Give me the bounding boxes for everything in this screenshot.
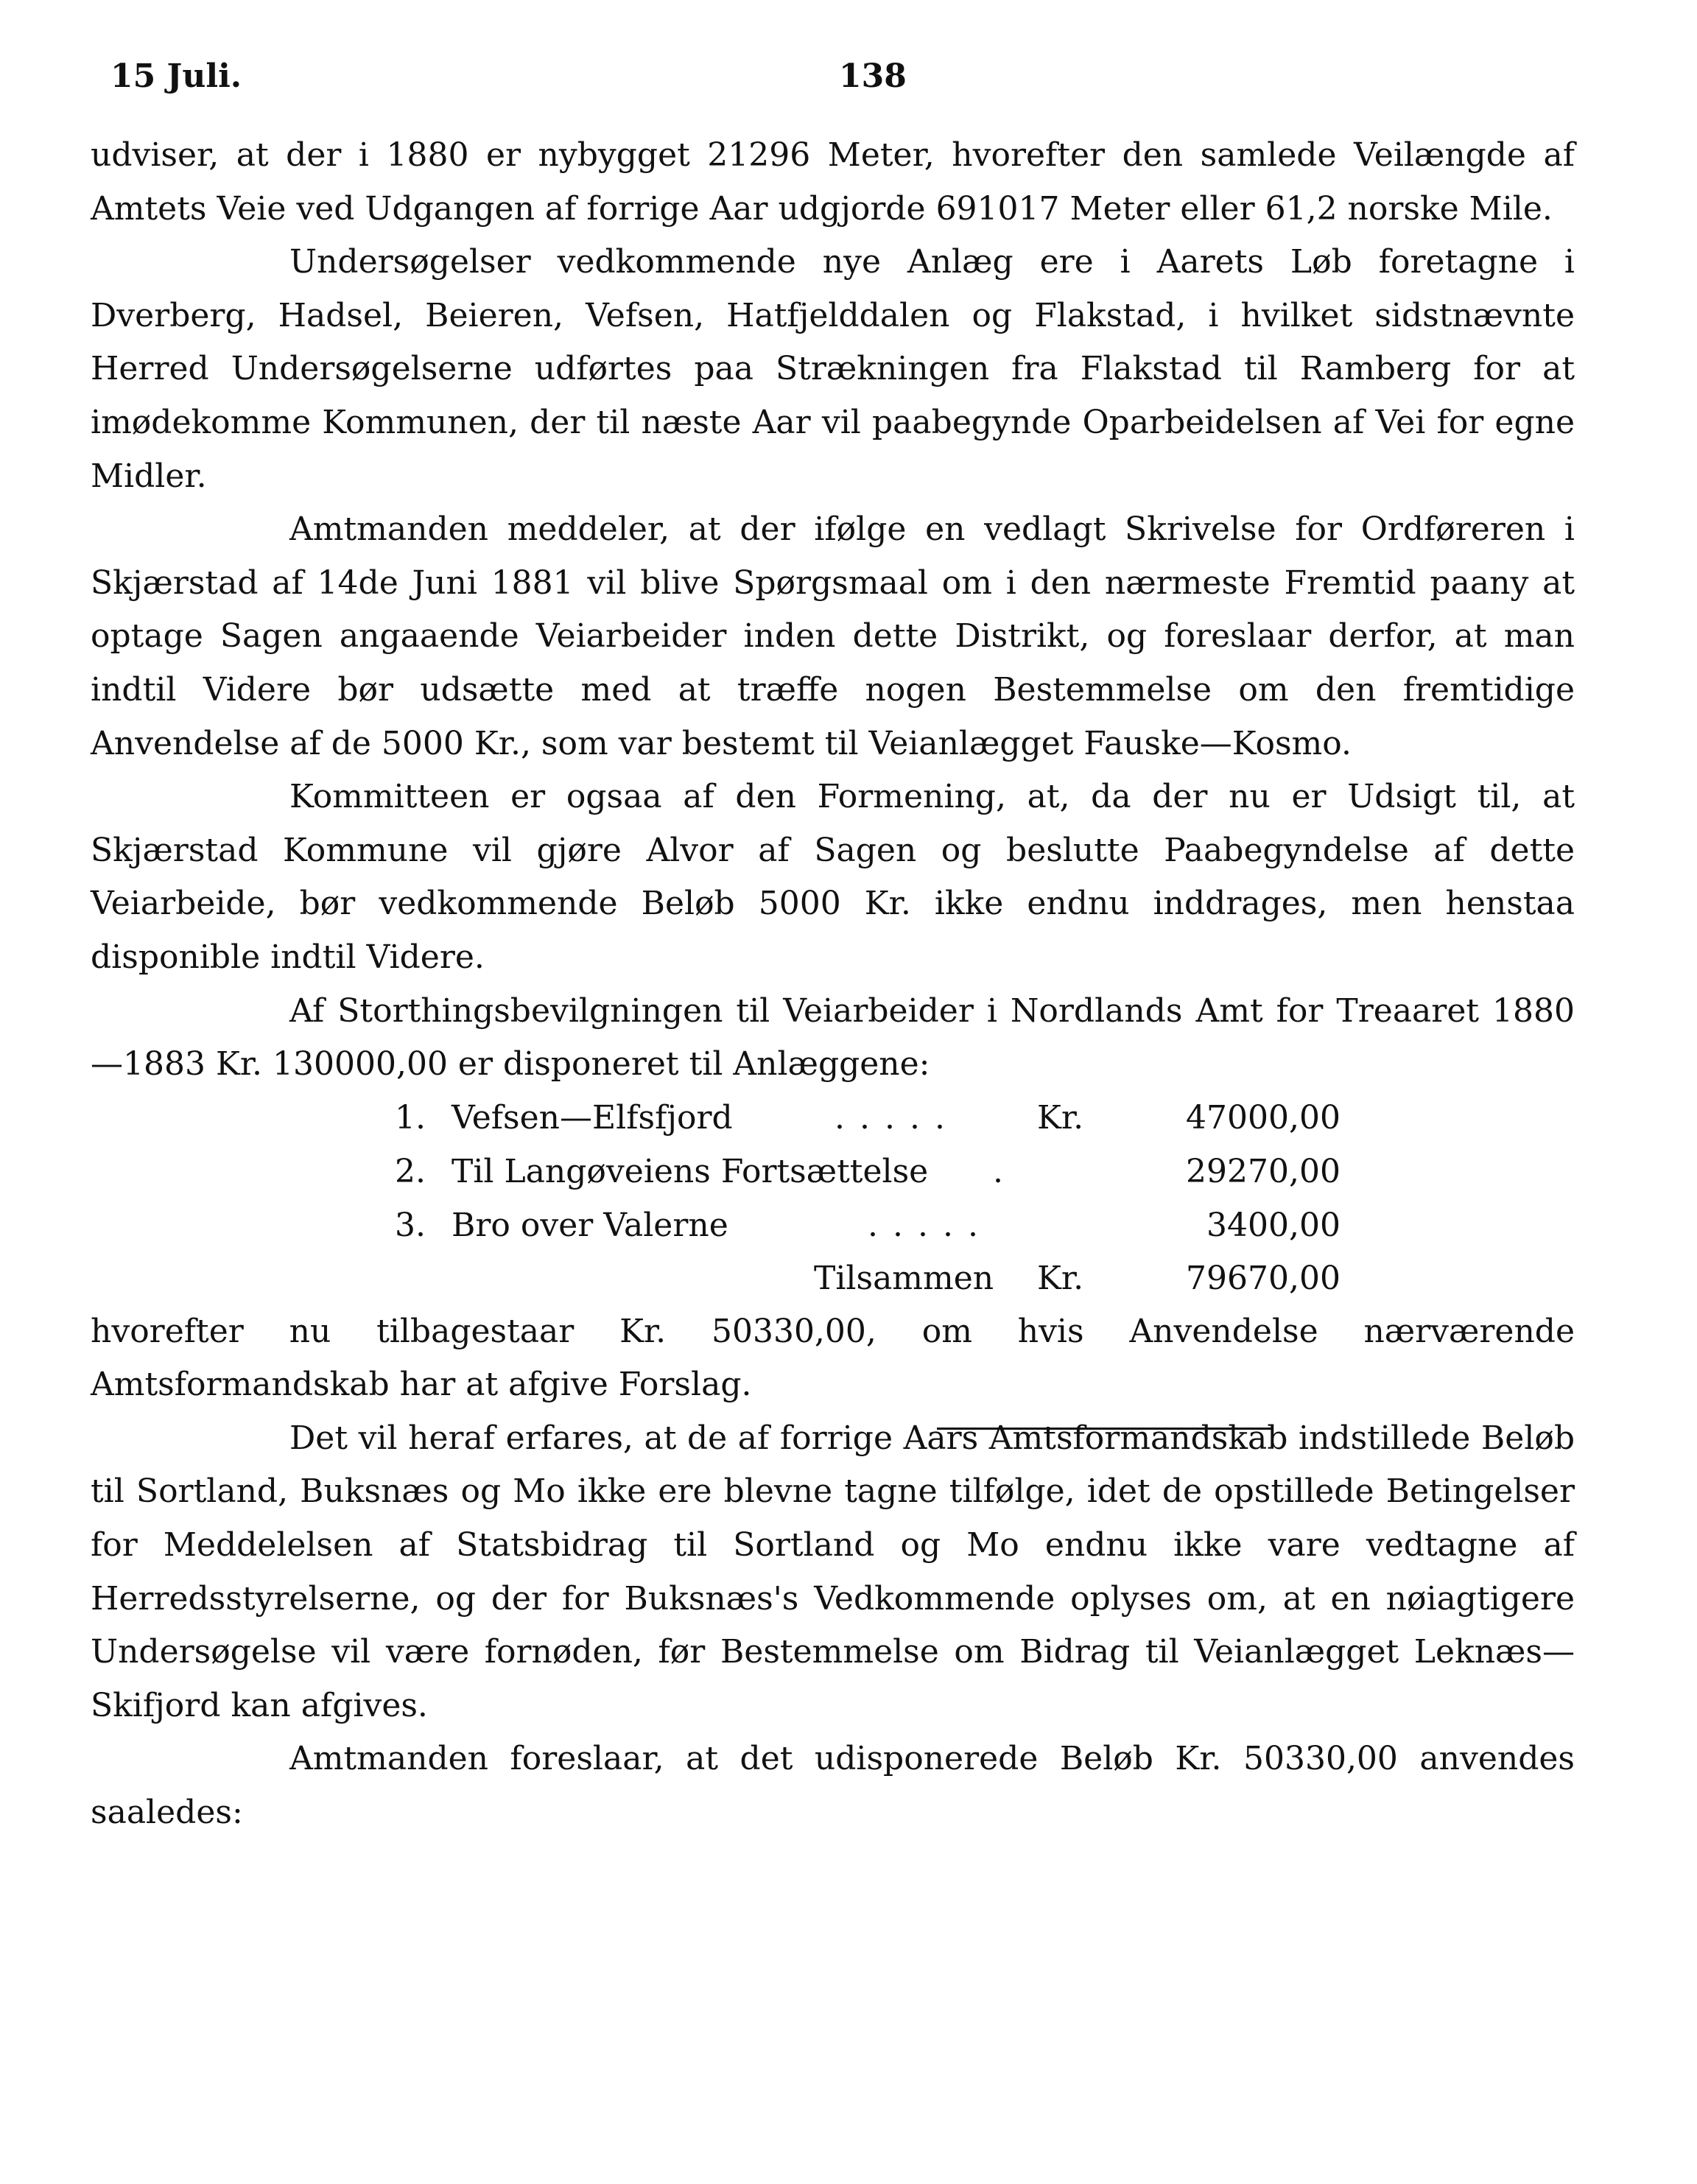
page-number: 138 (839, 57, 907, 95)
paragraph-6: hvorefter nu tilbagestaar Kr. 50330,00, om hvis Anvendelse nærværende Amtsformandskab har at afgive Forslag. (91, 1312, 1575, 1404)
page-header (100, 57, 1566, 109)
paragraph-1: udviser, at der i 1880 er nybygget 21296 Meter, hvorefter den samlede Veilængde af Amtets Veie ved Udgangen af forrige Aar udgjorde 691017 Meter eller 61,2 norske Mile. (91, 136, 1575, 228)
paragraph-5: Af Storthingsbevilgningen til Veiarbeider i Nordlands Amt for Treaaret 1880—1883 Kr. 130000,00 er disponeret til Anlæggene: (91, 991, 1575, 1084)
item-amount: 3400,00 (1206, 1206, 1341, 1244)
item-number: 2. (395, 1152, 426, 1190)
total-amount: 79670,00 (1186, 1259, 1341, 1297)
item-name: Til Langøveiens Fortsættelse (452, 1152, 929, 1190)
item-amount: 47000,00 (1186, 1098, 1341, 1137)
paragraph-7: Det vil heraf erfares, at de af forrige Aars Amtsformandskab indstillede Beløb til Sortland, Buksnæs og Mo ikke ere blevne tagne tilfølge, idet de opstillede Betingelser for Meddelelsen af Statsbidrag til Sortland og Mo endnu ikke vare vedtagne af Herredsstyrelserne, og der for Buksnæs's Vedkommende oplyses om, at en nøiagtigere Undersøgelse vil være fornøden, før Bestemmelse om Bidrag til Veianlægget Leknæs—Skifjord kan afgives. (91, 1419, 1575, 1724)
list-item (91, 1092, 1575, 1145)
paragraph-2: Undersøgelser vedkommende nye Anlæg ere i Aarets Løb foretagne i Dverberg, Hadsel, Beieren, Vefsen, Hatfjelddalen og Flakstad, i hvilket sidstnævnte Herred Undersøgelserne udførtes paa Strækningen fra Flakstad til Ramberg for at imødekomme Kommunen, der til næste Aar vil paabegynde Oparbeidelsen af Vei for egne Midler. (91, 243, 1575, 495)
item-name: Vefsen—Elfsfjord (452, 1098, 733, 1137)
item-dots: ..... (868, 1206, 993, 1244)
item-dots: ..... (835, 1098, 960, 1137)
item-dots: . (993, 1152, 1018, 1190)
list-item (91, 1145, 1575, 1198)
paragraph-4: Kommitteen er ogsaa af den Formening, at, da der nu er Udsigt til, at Skjærstad Kommune vil gjøre Alvor af Sagen og beslutte Paabegyndelse af dette Veiarbeide, bør vedkommende Beløb 5000 Kr. ikke endnu inddrages, men henstaa disponible indtil Videre. (91, 778, 1575, 976)
item-amount: 29270,00 (1186, 1152, 1341, 1190)
item-number: 1. (395, 1098, 426, 1137)
total-label: Tilsammen (814, 1259, 994, 1297)
item-number: 3. (395, 1206, 426, 1244)
sum-divider (937, 1428, 1272, 1430)
total-currency: Kr. (1037, 1259, 1084, 1297)
paragraph-3: Amtmanden meddeler, at der ifølge en vedlagt Skrivelse for Ordføreren i Skjærstad af 14de Juni 1881 vil blive Spørgsmaal om i den nærmeste Fremtid paany at optage Sagen angaaende Veiarbeider inden dette Distrikt, og foreslaar derfor, at man indtil Videre bør udsætte med at træffe nogen Bestemmelse om den fremtidige Anvendelse af de 5000 Kr., som var bestemt til Veianlægget Fauske—Kosmo. (91, 510, 1575, 762)
item-name: Bro over Valerne (452, 1206, 728, 1244)
total-row (91, 1252, 1575, 1305)
paragraph-8: Amtmanden foreslaar, at det udisponerede Beløb Kr. 50330,00 anvendes saaledes: (91, 1740, 1575, 1832)
allocation-list (91, 1092, 1575, 1252)
list-item (91, 1199, 1575, 1252)
page-body (91, 129, 1575, 1840)
header-date: 15 Juli. (110, 57, 242, 95)
item-currency: Kr. (1037, 1098, 1084, 1137)
